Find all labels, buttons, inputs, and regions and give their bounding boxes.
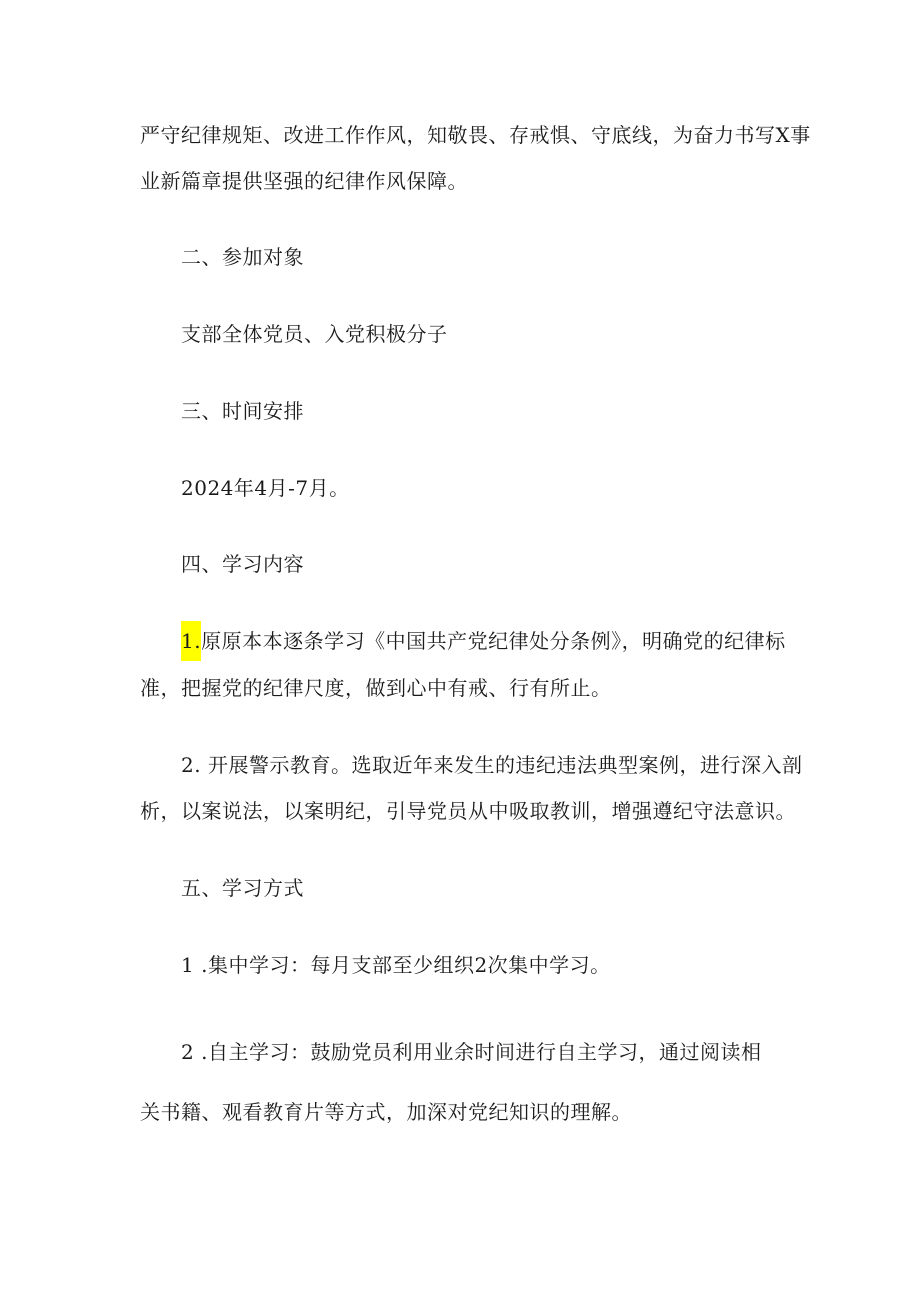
section-4-item-1-line-2: 准，把握党的纪律尺度，做到心中有戒、行有所止。 <box>140 676 612 700</box>
section-5-heading: 五、学习方式 <box>181 876 304 900</box>
section-3-heading: 三、时间安排 <box>181 399 304 423</box>
section-4-heading: 四、学习内容 <box>181 552 304 576</box>
section-2-heading: 二、参加对象 <box>181 245 304 269</box>
section-5-item-2-line-1: 2 .自主学习：鼓励党员利用业余时间进行自主学习，通过阅读相 <box>181 1040 762 1064</box>
section-4-item-2-line-2: 析，以案说法，以案明纪，引导党员从中吸取教训，增强遵纪守法意识。 <box>140 799 796 823</box>
section-4-item-1-text: 原原本本逐条学习《中国共产党纪律处分条例》，明确党的纪律标 <box>201 629 786 653</box>
section-5-item-1: 1 .集中学习：每月支部至少组织2次集中学习。 <box>181 953 611 977</box>
section-5-item-2-line-2: 关书籍、观看教育片等方式，加深对党纪知识的理解。 <box>140 1100 632 1124</box>
section-3-body: 2024年4月-7月。 <box>181 476 350 500</box>
section-2-body: 支部全体党员、入党积极分子 <box>181 322 448 346</box>
intro-line-2: 业新篇章提供坚强的纪律作风保障。 <box>140 169 468 193</box>
section-4-item-1-line-1 <box>181 627 786 655</box>
section-4-item-2-line-1: 2. 开展警示教育。选取近年来发生的违纪违法典型案例，进行深入剖 <box>181 753 803 777</box>
intro-line-1: 严守纪律规矩、改进工作作风，知敬畏、存戒惧、守底线，为奋力书写X事 <box>140 123 811 147</box>
highlighted-item-number: 1. <box>181 621 201 661</box>
